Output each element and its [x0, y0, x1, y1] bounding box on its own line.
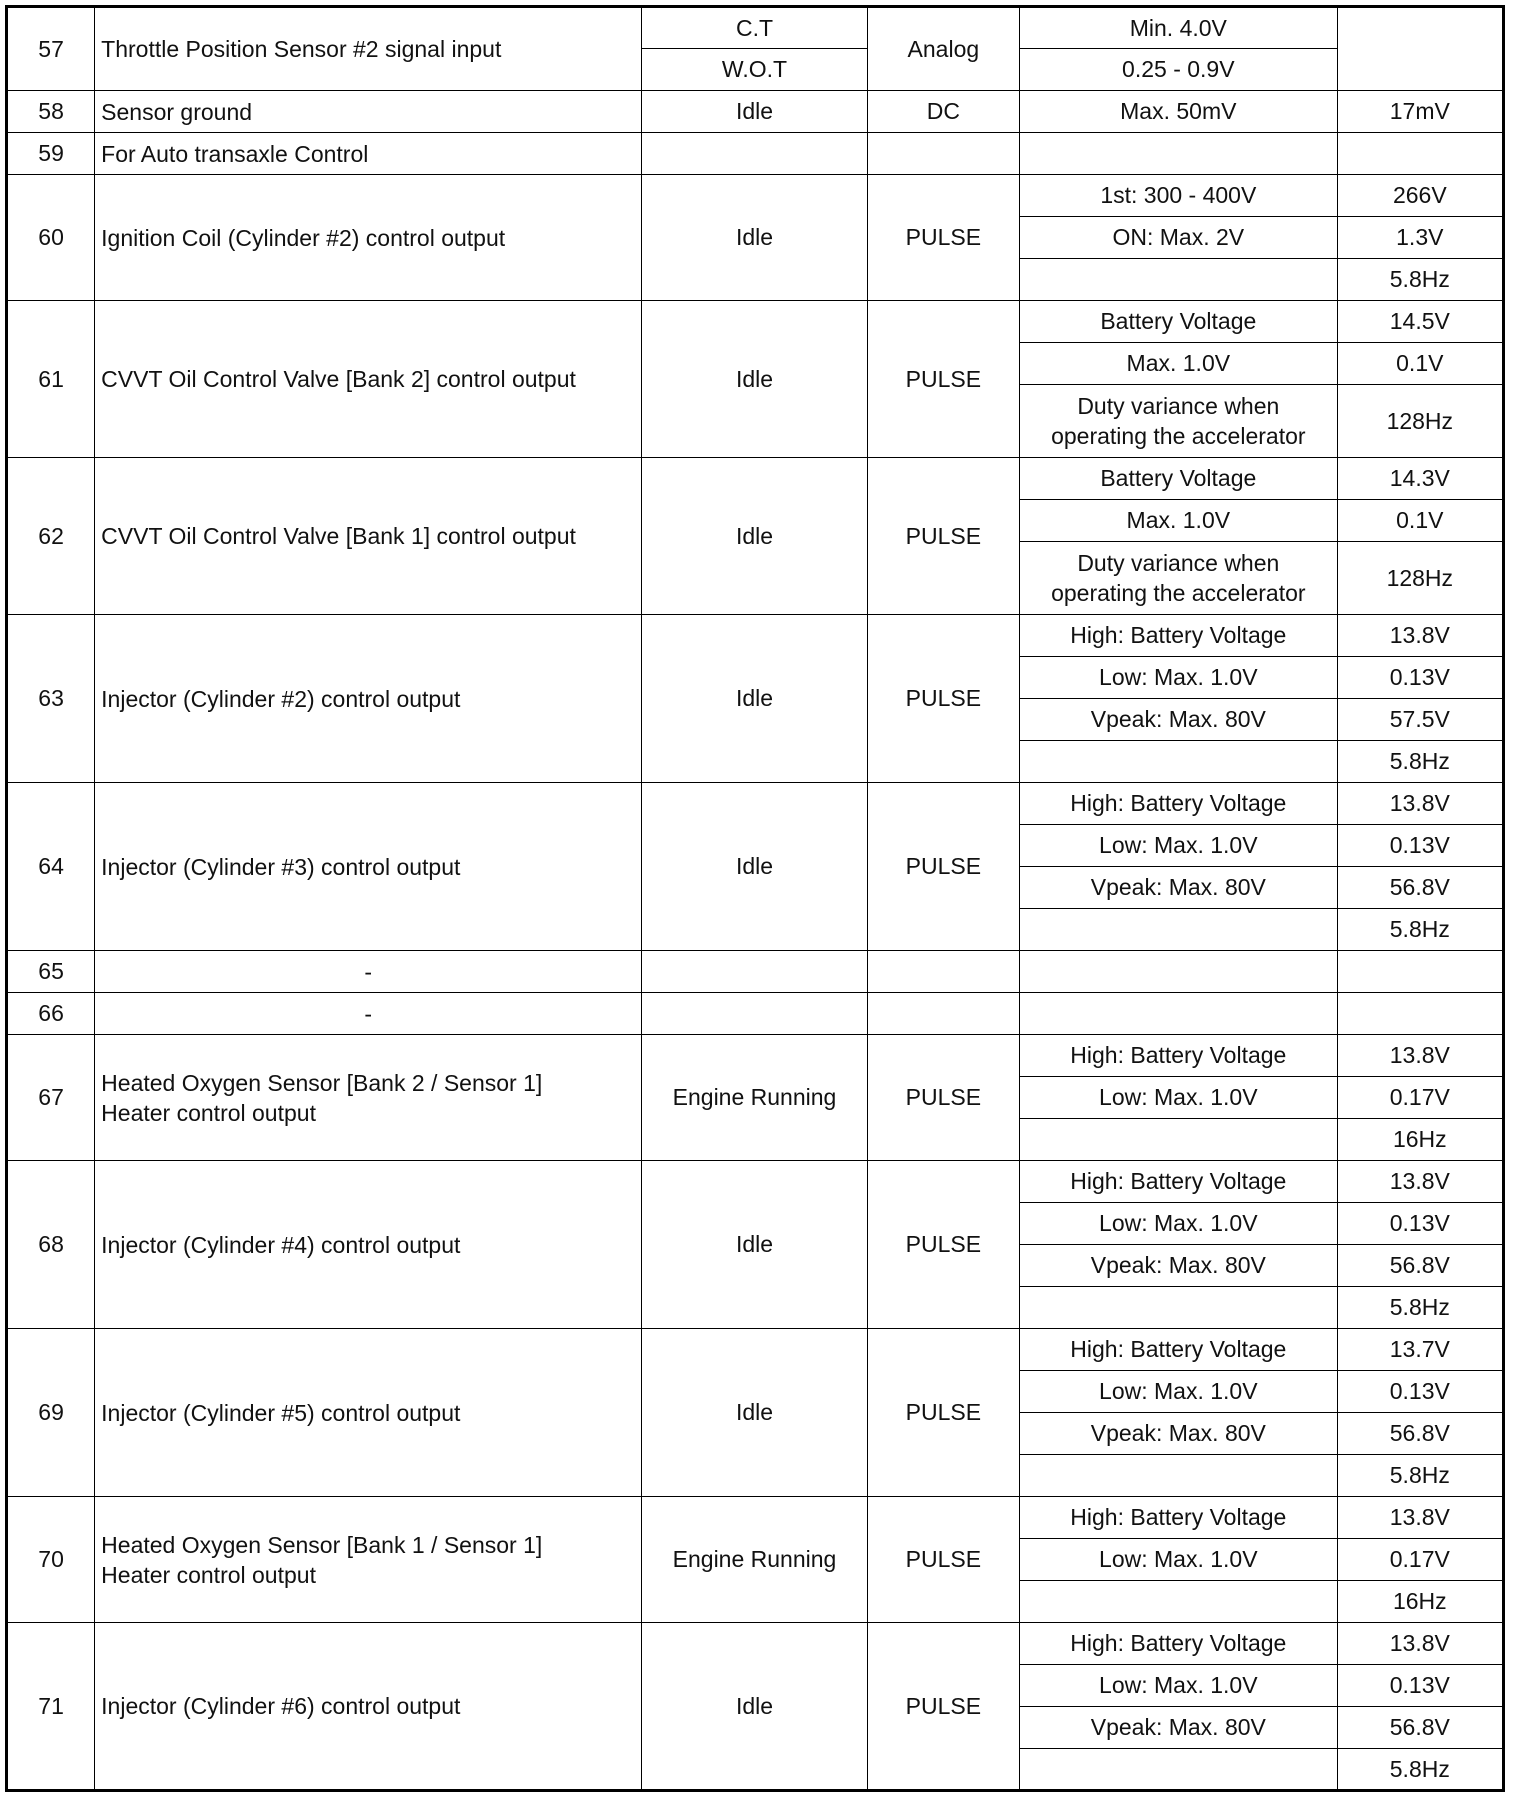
spec-note-line: operating the accelerator: [1051, 580, 1306, 606]
signal-type-cell: [867, 993, 1019, 1035]
pin-description: Injector (Cylinder #4) control output: [95, 1161, 642, 1329]
spec-cell: Low: Max. 1.0V: [1020, 1539, 1338, 1581]
result-cell: 14.3V: [1337, 458, 1503, 500]
result-cell: 56.8V: [1337, 1707, 1503, 1749]
condition-cell: Idle: [642, 615, 867, 783]
spec-cell: [1020, 1749, 1338, 1791]
spec-note-line: Duty variance when: [1077, 550, 1280, 576]
spec-cell: [1020, 1287, 1338, 1329]
spec-cell: High: Battery Voltage: [1020, 1161, 1338, 1203]
condition-cell: Idle: [642, 301, 867, 458]
pin-description: CVVT Oil Control Valve [Bank 2] control output: [95, 301, 642, 458]
spec-cell: Vpeak: Max. 80V: [1020, 699, 1338, 741]
result-cell: 0.13V: [1337, 825, 1503, 867]
pin-description-line: Heater control output: [101, 1561, 316, 1588]
result-cell: 0.13V: [1337, 657, 1503, 699]
signal-type-cell: PULSE: [867, 1623, 1019, 1791]
spec-cell: [1020, 259, 1338, 301]
table-row: [7, 615, 1504, 657]
result-cell: 56.8V: [1337, 867, 1503, 909]
result-cell: 5.8Hz: [1337, 1287, 1503, 1329]
spec-cell: Low: Max. 1.0V: [1020, 1077, 1338, 1119]
pin-number: 67: [7, 1035, 95, 1161]
result-cell: 0.17V: [1337, 1077, 1503, 1119]
spec-cell: High: Battery Voltage: [1020, 1497, 1338, 1539]
table-row: [7, 458, 1504, 500]
result-cell: 0.1V: [1337, 343, 1503, 385]
pin-description-line: Heated Oxygen Sensor [Bank 1 / Sensor 1]: [101, 1531, 543, 1558]
table-row: [7, 951, 1504, 993]
result-cell: 14.5V: [1337, 301, 1503, 343]
pin-table-container: [5, 5, 1505, 1792]
result-cell: 16Hz: [1337, 1119, 1503, 1161]
result-cell: 13.8V: [1337, 783, 1503, 825]
result-cell: [1337, 7, 1503, 91]
pin-number: 58: [7, 91, 95, 133]
spec-cell: Low: Max. 1.0V: [1020, 1203, 1338, 1245]
pin-description: [95, 1035, 642, 1161]
result-cell: 57.5V: [1337, 699, 1503, 741]
pin-description-line: Heater control output: [101, 1099, 316, 1126]
spec-cell: Min. 4.0V: [1020, 7, 1338, 49]
result-cell: 0.13V: [1337, 1665, 1503, 1707]
pin-spec-table: [5, 5, 1505, 1792]
spec-cell: High: Battery Voltage: [1020, 615, 1338, 657]
pin-description: Injector (Cylinder #5) control output: [95, 1329, 642, 1497]
spec-cell: [1020, 993, 1338, 1035]
result-cell: 0.13V: [1337, 1203, 1503, 1245]
result-cell: 56.8V: [1337, 1413, 1503, 1455]
condition-cell: Engine Running: [642, 1035, 867, 1161]
spec-cell: 1st: 300 - 400V: [1020, 175, 1338, 217]
table-row: [7, 1497, 1504, 1539]
spec-cell: High: Battery Voltage: [1020, 1623, 1338, 1665]
signal-type-cell: DC: [867, 91, 1019, 133]
pin-description: CVVT Oil Control Valve [Bank 1] control output: [95, 458, 642, 615]
spec-cell: [1020, 133, 1338, 175]
condition-cell: [642, 993, 867, 1035]
result-cell: 5.8Hz: [1337, 741, 1503, 783]
pin-description: Injector (Cylinder #2) control output: [95, 615, 642, 783]
spec-cell: [1020, 1581, 1338, 1623]
result-cell: 128Hz: [1337, 385, 1503, 458]
condition-cell: W.O.T: [642, 49, 867, 91]
result-cell: 5.8Hz: [1337, 1455, 1503, 1497]
spec-cell: High: Battery Voltage: [1020, 783, 1338, 825]
spec-cell: Low: Max. 1.0V: [1020, 1371, 1338, 1413]
pin-description: -: [95, 993, 642, 1035]
spec-cell: Vpeak: Max. 80V: [1020, 1245, 1338, 1287]
spec-note-line: Duty variance when: [1077, 393, 1280, 419]
pin-description: For Auto transaxle Control: [95, 133, 642, 175]
pin-number: 65: [7, 951, 95, 993]
result-cell: 13.8V: [1337, 1623, 1503, 1665]
result-cell: 5.8Hz: [1337, 259, 1503, 301]
condition-cell: C.T: [642, 7, 867, 49]
pin-description: Throttle Position Sensor #2 signal input: [95, 7, 642, 91]
signal-type-cell: PULSE: [867, 1161, 1019, 1329]
result-cell: 13.8V: [1337, 615, 1503, 657]
pin-description: -: [95, 951, 642, 993]
result-cell: 13.7V: [1337, 1329, 1503, 1371]
signal-type-cell: PULSE: [867, 1497, 1019, 1623]
condition-cell: [642, 951, 867, 993]
spec-note-cell: [1020, 385, 1338, 458]
table-row: [7, 1161, 1504, 1203]
table-row: [7, 1329, 1504, 1371]
spec-cell: [1020, 951, 1338, 993]
result-cell: 0.13V: [1337, 1371, 1503, 1413]
spec-cell: Low: Max. 1.0V: [1020, 1665, 1338, 1707]
spec-cell: ON: Max. 2V: [1020, 217, 1338, 259]
spec-cell: Max. 1.0V: [1020, 500, 1338, 542]
pin-number: 61: [7, 301, 95, 458]
condition-cell: Engine Running: [642, 1497, 867, 1623]
spec-cell: Vpeak: Max. 80V: [1020, 1707, 1338, 1749]
pin-description: Injector (Cylinder #6) control output: [95, 1623, 642, 1791]
signal-type-cell: [867, 133, 1019, 175]
table-row: [7, 7, 1504, 49]
pin-number: 68: [7, 1161, 95, 1329]
condition-cell: Idle: [642, 783, 867, 951]
signal-type-cell: PULSE: [867, 175, 1019, 301]
signal-type-cell: PULSE: [867, 783, 1019, 951]
signal-type-cell: PULSE: [867, 458, 1019, 615]
spec-cell: 0.25 - 0.9V: [1020, 49, 1338, 91]
result-cell: 5.8Hz: [1337, 1749, 1503, 1791]
result-cell: 13.8V: [1337, 1161, 1503, 1203]
spec-cell: [1020, 1455, 1338, 1497]
condition-cell: Idle: [642, 458, 867, 615]
result-cell: [1337, 133, 1503, 175]
spec-cell: [1020, 909, 1338, 951]
spec-cell: [1020, 741, 1338, 783]
table-row: [7, 301, 1504, 343]
condition-cell: Idle: [642, 1623, 867, 1791]
pin-number: 57: [7, 7, 95, 91]
pin-description-line: Heated Oxygen Sensor [Bank 2 / Sensor 1]: [101, 1069, 543, 1096]
result-cell: 16Hz: [1337, 1581, 1503, 1623]
signal-type-cell: PULSE: [867, 301, 1019, 458]
table-row: [7, 1623, 1504, 1665]
spec-cell: Max. 1.0V: [1020, 343, 1338, 385]
signal-type-cell: PULSE: [867, 1035, 1019, 1161]
spec-cell: [1020, 1119, 1338, 1161]
spec-cell: Low: Max. 1.0V: [1020, 657, 1338, 699]
spec-cell: Battery Voltage: [1020, 458, 1338, 500]
result-cell: 0.17V: [1337, 1539, 1503, 1581]
signal-type-cell: PULSE: [867, 1329, 1019, 1497]
pin-number: 69: [7, 1329, 95, 1497]
pin-description: Sensor ground: [95, 91, 642, 133]
spec-cell: Vpeak: Max. 80V: [1020, 867, 1338, 909]
spec-cell: Vpeak: Max. 80V: [1020, 1413, 1338, 1455]
result-cell: 1.3V: [1337, 217, 1503, 259]
result-cell: 128Hz: [1337, 542, 1503, 615]
table-row: [7, 133, 1504, 175]
pin-number: 71: [7, 1623, 95, 1791]
pin-number: 70: [7, 1497, 95, 1623]
condition-cell: Idle: [642, 1161, 867, 1329]
spec-cell: High: Battery Voltage: [1020, 1035, 1338, 1077]
signal-type-cell: Analog: [867, 7, 1019, 91]
pin-number: 66: [7, 993, 95, 1035]
spec-note-cell: [1020, 542, 1338, 615]
condition-cell: Idle: [642, 175, 867, 301]
pin-description: [95, 1497, 642, 1623]
spec-cell: Battery Voltage: [1020, 301, 1338, 343]
table-row: [7, 783, 1504, 825]
spec-cell: High: Battery Voltage: [1020, 1329, 1338, 1371]
pin-description: Ignition Coil (Cylinder #2) control output: [95, 175, 642, 301]
pin-number: 62: [7, 458, 95, 615]
pin-number: 59: [7, 133, 95, 175]
pin-number: 60: [7, 175, 95, 301]
result-cell: 0.1V: [1337, 500, 1503, 542]
condition-cell: Idle: [642, 91, 867, 133]
spec-note-line: operating the accelerator: [1051, 423, 1306, 449]
pin-description: Injector (Cylinder #3) control output: [95, 783, 642, 951]
result-cell: 17mV: [1337, 91, 1503, 133]
pin-number: 64: [7, 783, 95, 951]
result-cell: [1337, 951, 1503, 993]
table-row: [7, 91, 1504, 133]
result-cell: 266V: [1337, 175, 1503, 217]
result-cell: [1337, 993, 1503, 1035]
result-cell: 5.8Hz: [1337, 909, 1503, 951]
result-cell: 13.8V: [1337, 1035, 1503, 1077]
signal-type-cell: [867, 951, 1019, 993]
result-cell: 13.8V: [1337, 1497, 1503, 1539]
condition-cell: [642, 133, 867, 175]
condition-cell: Idle: [642, 1329, 867, 1497]
table-row: [7, 993, 1504, 1035]
spec-cell: Low: Max. 1.0V: [1020, 825, 1338, 867]
pin-number: 63: [7, 615, 95, 783]
table-row: [7, 1035, 1504, 1077]
result-cell: 56.8V: [1337, 1245, 1503, 1287]
spec-cell: Max. 50mV: [1020, 91, 1338, 133]
table-row: [7, 175, 1504, 217]
signal-type-cell: PULSE: [867, 615, 1019, 783]
